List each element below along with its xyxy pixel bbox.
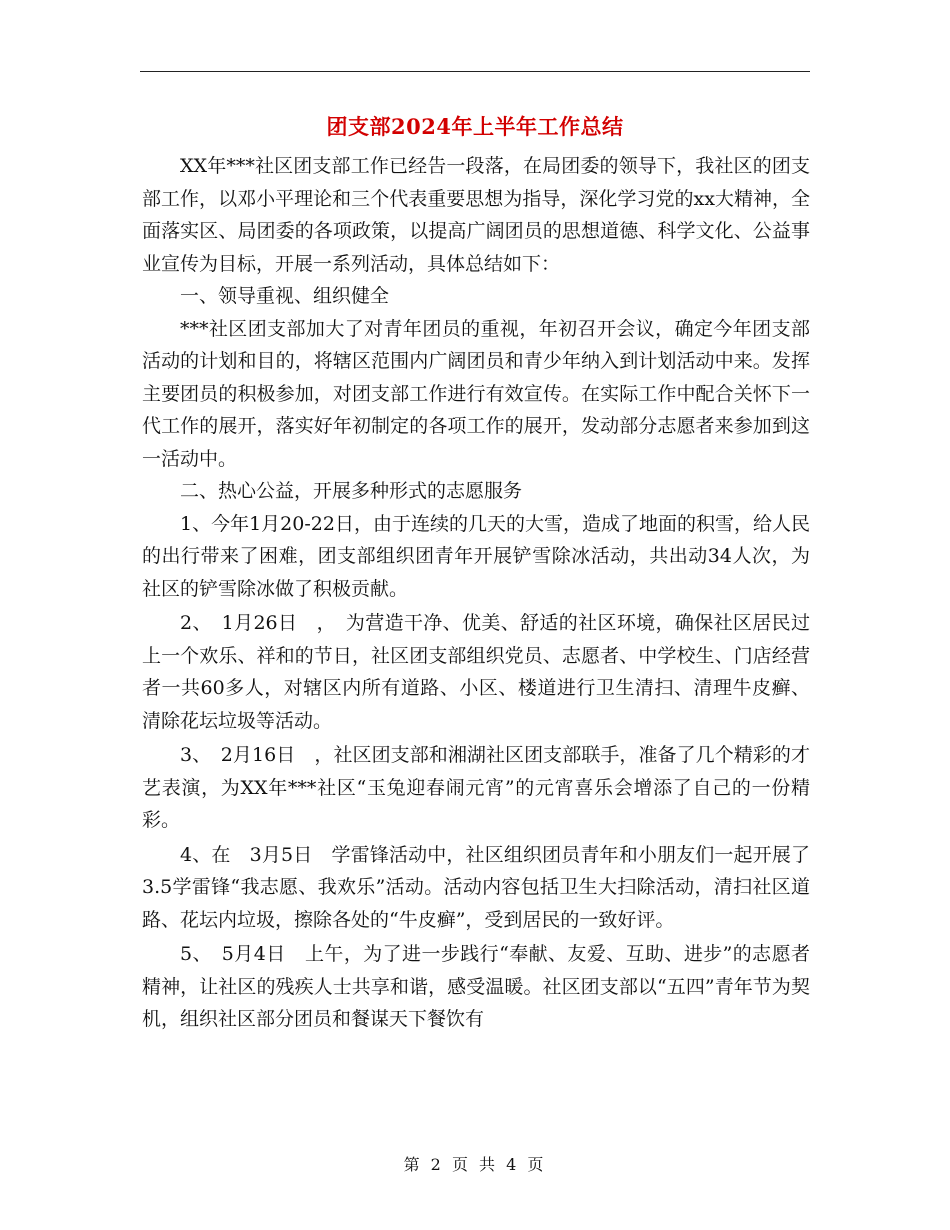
page-number: 第 2 页 共 4 页 — [403, 1155, 547, 1174]
section-heading-2: 二、热心公益，开展多种形式的志愿服务 — [180, 480, 523, 502]
item-paragraph-5: 5、 5月4日 上午，为了进一步践行“奉献、友爱、互助、进步”的志愿者精神，让社区的残疾人士共享和谐，感受温暖。社区团支部以“五四”青年节为契机，组织社区部分团员和餐谋天下餐饮有 — [142, 943, 810, 1030]
intro-paragraph: XX年***社区团支部工作已经告一段落，在局团委的领导下，我社区的团支部工作，以邓小平理论和三个代表重要思想为指导，深化学习党的xx大精神，全面落实区、局团委的各项政策，以提高广阔团员的思想道德、科学文化、公益事业宣传为目标，开展一系列活动，具体总结如下： — [142, 155, 810, 275]
document-title: 团支部2024年上半年工作总结 — [326, 114, 624, 139]
item-paragraph-2: 2、 1月26日 ， 为营造干净、优美、舒适的社区环境，确保社区居民过上一个欢乐、祥和的节日，社区团支部组织党员、志愿者、中学校生、门店经营者一共60多人，对辖区内所有道路、小区、楼道进行卫生清扫、清理牛皮癣、清除花坛垃圾等活动。 — [142, 612, 810, 732]
section-heading-1: 一、领导重视、组织健全 — [180, 285, 390, 307]
section-1-paragraph: ***社区团支部加大了对青年团员的重视，年初召开会议，确定今年团支部活动的计划和目的，将辖区范围内广阔团员和青少年纳入到计划活动中来。发挥主要团员的积极参加，对团支部工作进行有效宣传。在实际工作中配合关怀下一代工作的展开，落实好年初制定的各项工作的展开，发动部分志愿者来参加到这一活动中。 — [142, 317, 810, 470]
item-paragraph-1: 1、今年1月20-22日，由于连续的几天的大雪，造成了地面的积雪，给人民的出行带来了困难，团支部组织团青年开展铲雪除冰活动，共出动34人次，为社区的铲雪除冰做了积极贡献。 — [142, 512, 810, 600]
item-paragraph-3: 3、 2月16日 ，社区团支部和湘湖社区团支部联手，准备了几个精彩的才艺表演，为XX年***社区“玉兔迎春闹元宵”的元宵喜乐会增添了自己的一份精彩。 — [142, 744, 810, 831]
item-paragraph-4: 4、在 3月5日 学雷锋活动中，社区组织团员青年和小朋友们一起开展了3.5学雷锋“我志愿、我欢乐”活动。活动内容包括卫生大扫除活动，清扫社区道路、花坛内垃圾，擦除各处的“牛皮癣”，受到居民的一致好评。 — [142, 843, 810, 931]
header-rule — [140, 71, 810, 72]
document-body — [142, 150, 810, 1036]
